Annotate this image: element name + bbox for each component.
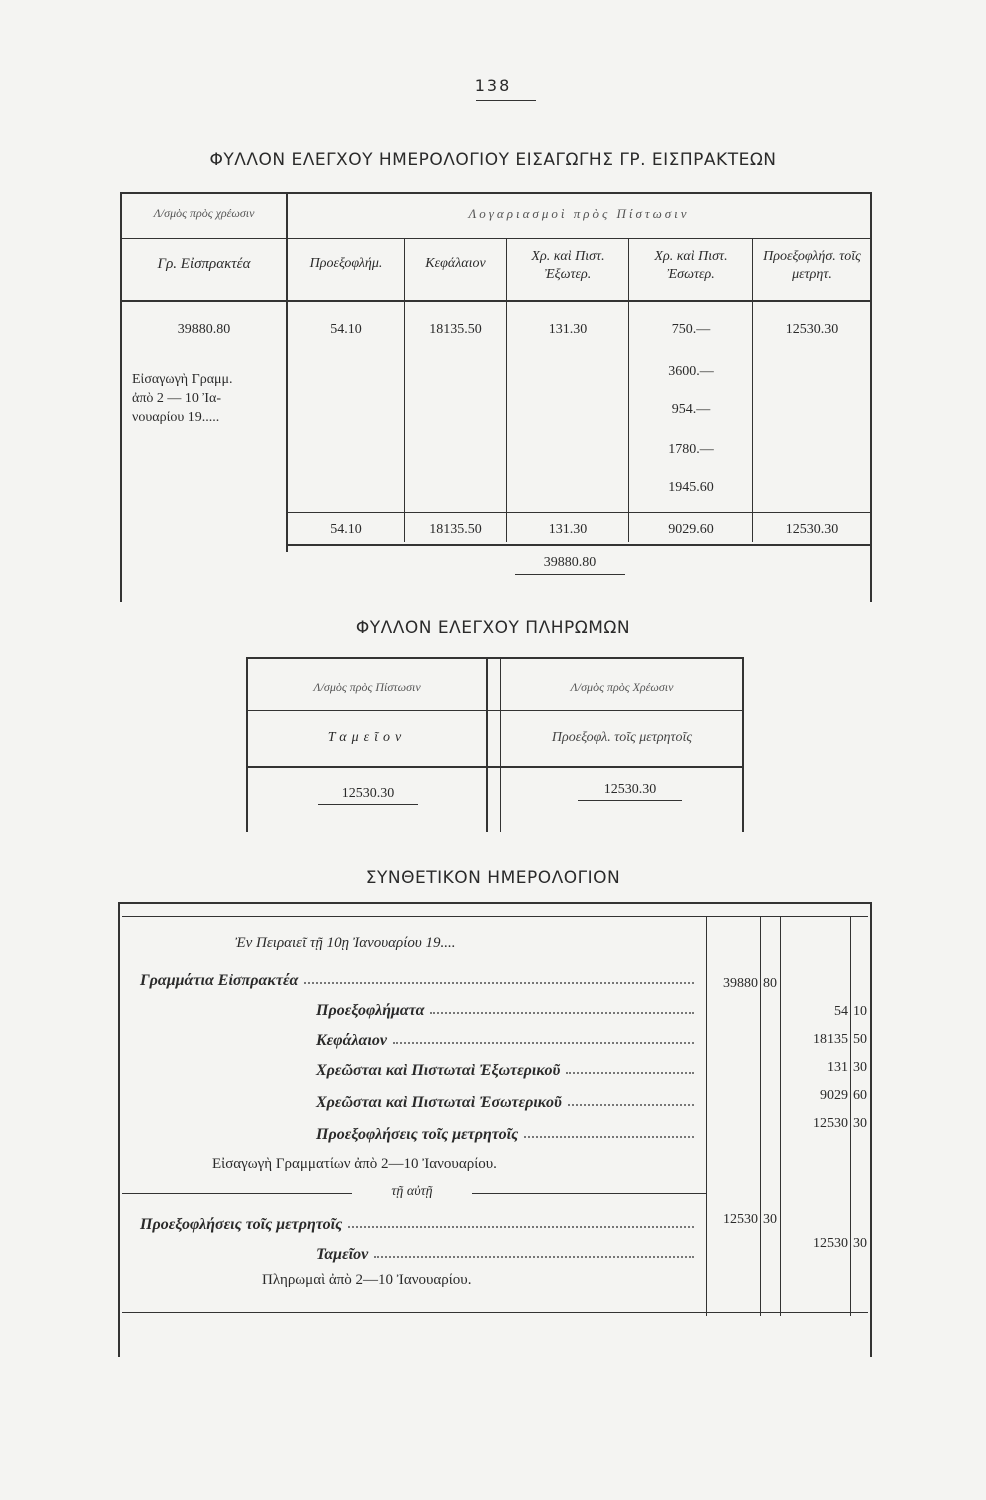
s1-total-kefalaion: 18135.50 bbox=[429, 522, 482, 537]
entry-credit-dec: 30 bbox=[853, 1116, 867, 1131]
journal-entry: Χρεῶσται καὶ Πιστωταὶ Ἐσωτερικοῦ bbox=[316, 1094, 700, 1112]
entry-debit-dec: 80 bbox=[763, 976, 777, 991]
s1-head-left: Λ/σμὸς πρὸς χρέωσιν bbox=[153, 206, 255, 220]
s1-grand-total: 39880.80 bbox=[543, 555, 597, 570]
s1-intern-value: 1780.— bbox=[668, 442, 714, 457]
s1-col-extern: Χρ. καὶ Πιστ. Ἐξωτερ. bbox=[531, 249, 605, 282]
entry-credit-int: 131 bbox=[827, 1060, 848, 1075]
s1-r1-intern: 750.— bbox=[671, 322, 711, 337]
section1-title: ΦΥΛΛΟΝ ΕΛΕΓΧΟΥ ΗΜΕΡΟΛΟΓΙΟΥ ΕΙΣΑΓΩΓΗΣ ΓΡ. ΕΙΣΠΡΑΚΤΕΩΝ bbox=[209, 150, 777, 170]
s1-col-proexofl-metr: Προεξοφλήσ. τοῖς μετρητ. bbox=[763, 249, 861, 282]
page-number-rule bbox=[476, 100, 536, 101]
entry-credit-dec: 30 bbox=[853, 1060, 867, 1075]
s1-r1-proexofl-metr: 12530.30 bbox=[785, 322, 839, 337]
s1-col-kefalaion: Κεφάλαιον bbox=[425, 256, 486, 271]
section2-title: ΦΥΛΛΟΝ ΕΛΕΓΧΟΥ ΠΛΗΡΩΜΩΝ bbox=[355, 618, 631, 638]
journal-entry: Προεξοφλήσεις τοῖς μετρητοῖς bbox=[316, 1126, 700, 1144]
s1-col-intern: Χρ. καὶ Πιστ. Ἐσωτερ. bbox=[654, 249, 728, 282]
entry-credit-int: 18135 bbox=[813, 1032, 848, 1047]
s1-left-note: Εἰσαγωγὴ Γραμμ. ἀπὸ 2 — 10 Ἰα- νουαρίου 19..... bbox=[132, 372, 233, 425]
journal-entry: Προεξοφλήσεις τοῖς μετρητοῖς bbox=[140, 1216, 700, 1234]
s2-col-proexofl: Προεξοφλ. τοῖς μετρητοῖς bbox=[551, 730, 693, 745]
s1-col-gr-eisprakta: Γρ. Εἰσπρακτέα bbox=[157, 256, 251, 272]
entry-debit-int: 12530 bbox=[723, 1212, 758, 1227]
entry-credit-int: 12530 bbox=[813, 1116, 848, 1131]
s1-col-proexoflim: Προεξοφλήμ. bbox=[309, 256, 383, 271]
s1-r1-proexoflim: 54.10 bbox=[330, 322, 362, 337]
s1-r1-extern: 131.30 bbox=[548, 322, 588, 337]
s1-r1-kefalaion: 18135.50 bbox=[429, 322, 482, 337]
s1-total-proexoflim: 54.10 bbox=[330, 522, 362, 537]
journal-entry: Ταμεῖον bbox=[316, 1246, 700, 1264]
entry-credit-int: 12530 bbox=[813, 1236, 848, 1251]
s1-head-right: Λογαριασμοὶ πρὸς Πίστωσιν bbox=[468, 206, 690, 221]
s1-total-intern: 9029.60 bbox=[668, 522, 714, 537]
section3-title: ΣΥΝΘΕΤΙΚΟΝ ΗΜΕΡΟΛΟΓΙΟΝ bbox=[365, 868, 621, 888]
s1-left-total: 39880.80 bbox=[177, 322, 231, 337]
s3-note2: Πληρωμαὶ ἀπὸ 2—10 Ἰανουαρίου. bbox=[262, 1272, 472, 1288]
s1-total-proexofl-metr: 12530.30 bbox=[785, 522, 839, 537]
s2-head-left: Λ/σμὸς πρὸς Πίστωσιν bbox=[313, 680, 421, 694]
entry-credit-int: 54 bbox=[834, 1004, 848, 1019]
s1-intern-value: 954.— bbox=[671, 402, 711, 417]
entry-credit-dec: 30 bbox=[853, 1236, 867, 1251]
s1-intern-value: 1945.60 bbox=[668, 480, 714, 495]
s3-note1: Εἰσαγωγὴ Γραμματίων ἀπὸ 2—10 Ἰανουαρίου. bbox=[212, 1156, 497, 1172]
s1-intern-value: 3600.— bbox=[668, 364, 714, 379]
entry-credit-dec: 10 bbox=[853, 1004, 867, 1019]
journal-entry: Χρεῶσται καὶ Πιστωταὶ Ἐξωτερικοῦ bbox=[316, 1062, 700, 1080]
page-number: 138 bbox=[474, 76, 512, 95]
s2-col-tameion: Ταμεῖον bbox=[327, 730, 407, 745]
s2-head-right: Λ/σμὸς πρὸς Χρέωσιν bbox=[570, 680, 674, 694]
entry-debit-int: 39880 bbox=[723, 976, 758, 991]
s3-date-line: Ἐν Πειραιεῖ τῇ 10ῃ Ἰανουαρίου 19.... bbox=[235, 935, 456, 951]
s1-total-extern: 131.30 bbox=[548, 522, 588, 537]
entry-credit-dec: 60 bbox=[853, 1088, 867, 1103]
entry-debit-dec: 30 bbox=[763, 1212, 777, 1227]
entry-credit-dec: 50 bbox=[853, 1032, 867, 1047]
s2-val-left: 12530.30 bbox=[341, 786, 395, 801]
s3-separator: τῇ αὐτῇ bbox=[391, 1184, 433, 1199]
journal-entry: Προεξοφλήματα bbox=[316, 1002, 700, 1020]
journal-entry: Γραμμάτια Εἰσπρακτέα bbox=[140, 972, 700, 990]
s2-val-right: 12530.30 bbox=[603, 782, 657, 797]
journal-entry: Κεφάλαιον bbox=[316, 1032, 700, 1050]
entry-credit-int: 9029 bbox=[820, 1088, 848, 1103]
